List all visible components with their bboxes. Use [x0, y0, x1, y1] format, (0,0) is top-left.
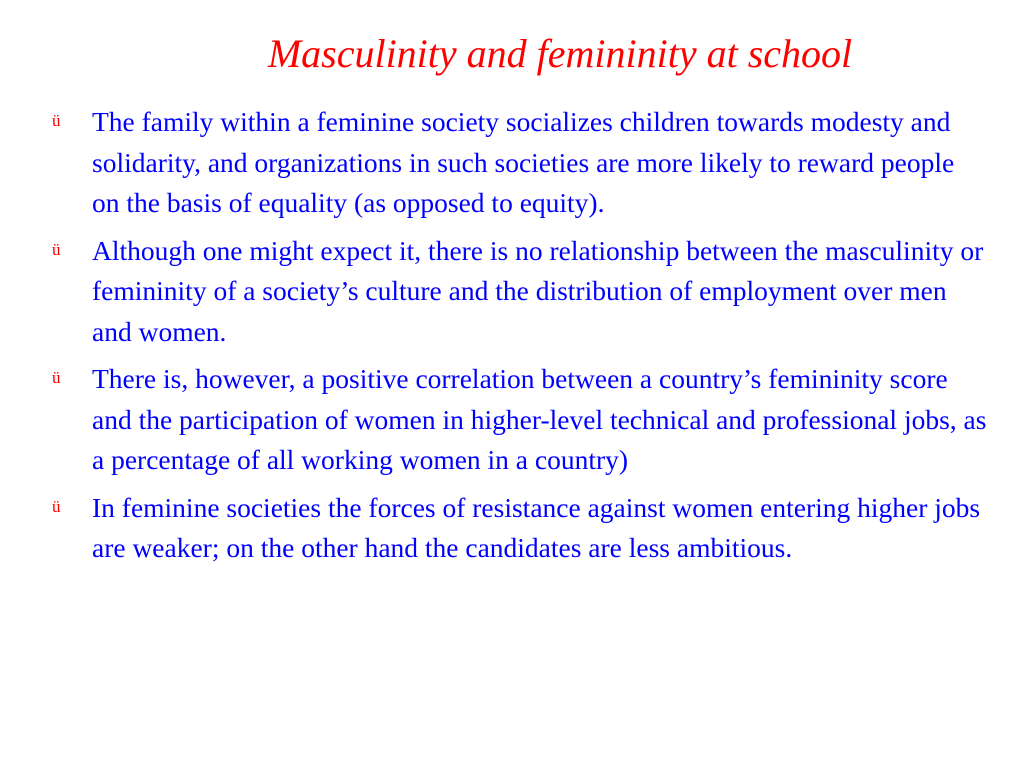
- bullet-list: [0, 102, 1024, 576]
- bullet-text: Although one might expect it, there is no relationship between the masculinity or femininity of a society’s culture and the distribution of employment over men and women.: [92, 234, 984, 347]
- bullet-marker-icon: ü: [52, 368, 61, 387]
- bullet-marker-icon: ü: [52, 496, 61, 516]
- slide-title: Masculinity and femininity at school: [267, 31, 853, 76]
- bullet-item: [0, 231, 1024, 353]
- bullet-item: [0, 359, 1024, 481]
- bullet-marker-icon: ü: [52, 239, 61, 259]
- bullet-text: In feminine societies the forces of resistance against women entering higher jobs are weaker; on the other hand the candidates are less ambitious.: [92, 491, 981, 563]
- bullet-item: [0, 488, 1024, 569]
- bullet-text: The family within a feminine society socializes children towards modesty and solidarity, and organizations in such societies are more likely to reward people on the basis of equality (as opposed to equity).: [92, 106, 955, 218]
- bullet-item: [0, 102, 1024, 224]
- bullet-marker-icon: ü: [52, 111, 61, 130]
- bullet-text: There is, however, a positive correlation between a country’s femininity score and the participation of women in higher-level technical and professional jobs, as a percentage of all working women in a country): [92, 363, 987, 475]
